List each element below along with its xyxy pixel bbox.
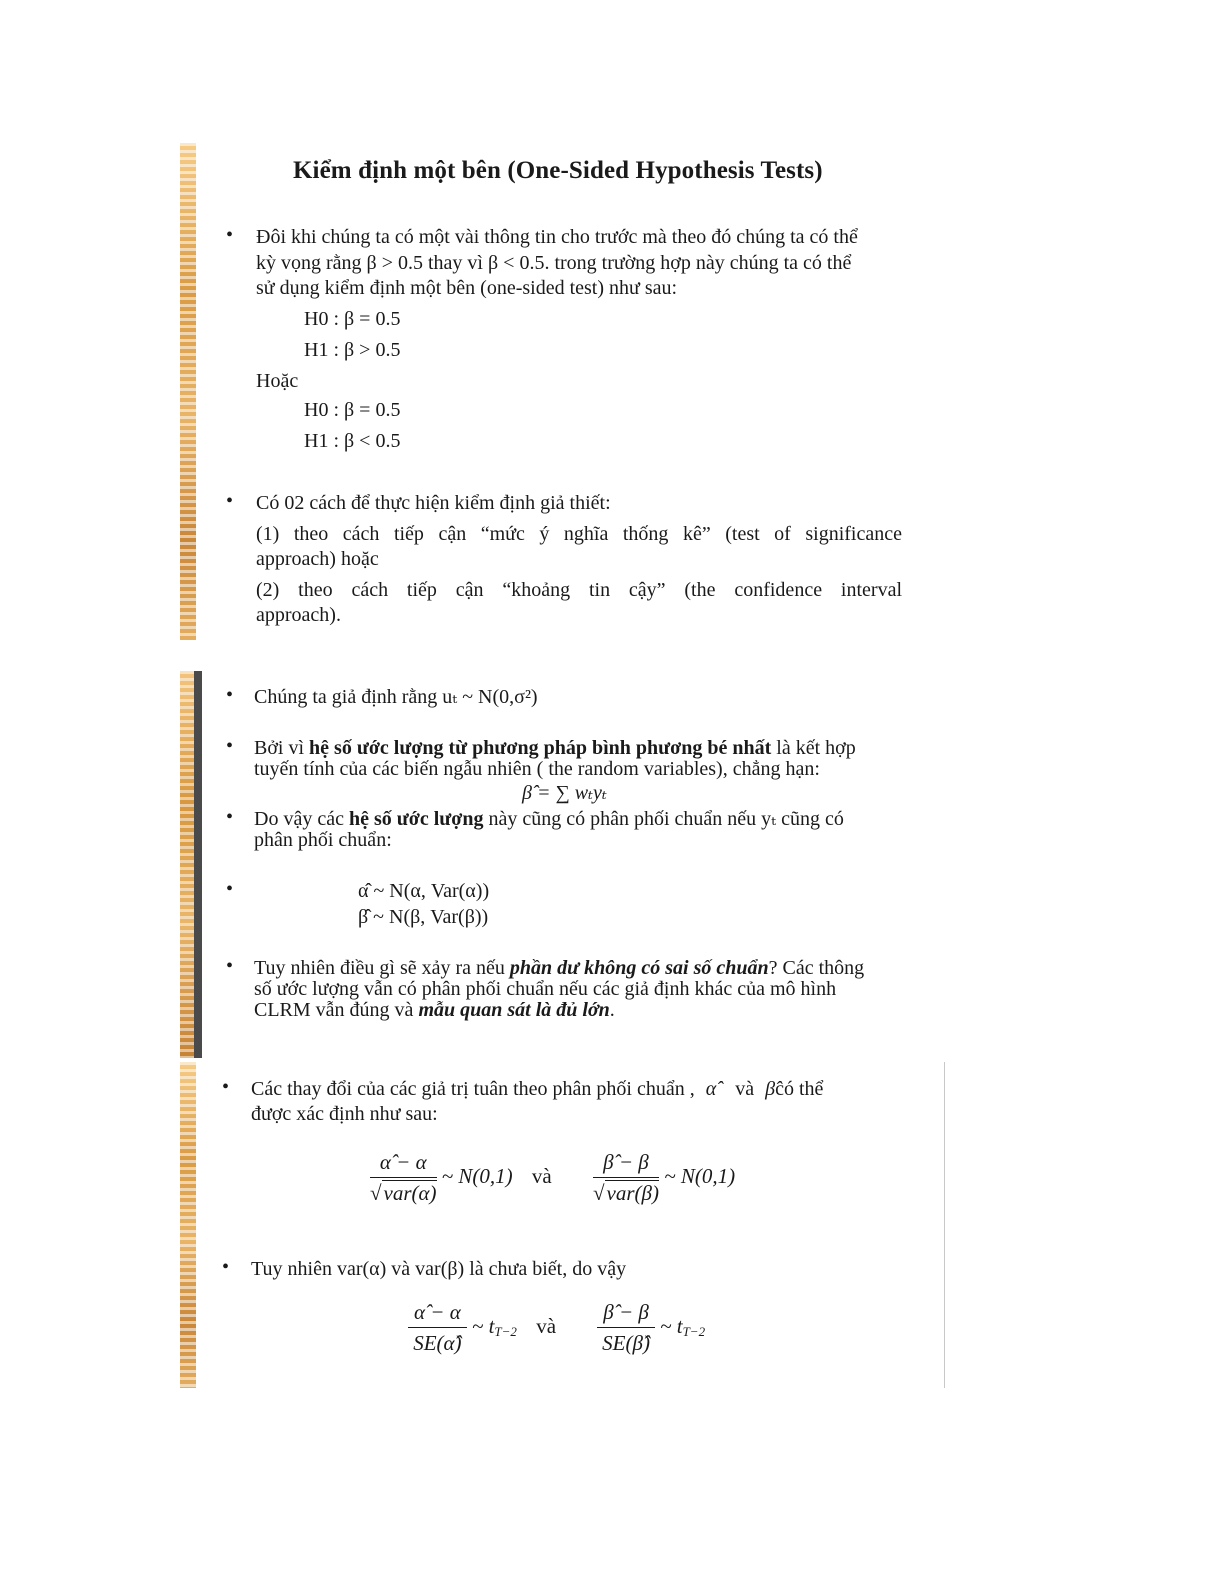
paragraph-line: Có 02 cách để thực hiện kiểm định giả thiết: [256, 492, 611, 514]
fraction-denominator: SE(α̂) [413, 1331, 462, 1355]
distribution-text: ~ N(0,1) [441, 1163, 513, 1188]
paragraph-line: (2) theo cách tiếp cận “khoảng tin cậy” (the confidence interval [256, 579, 902, 601]
distribution-text [660, 1314, 705, 1338]
bullet: • [222, 1076, 230, 1098]
paragraph-line: phân phối chuẩn: [254, 829, 392, 851]
text: ? Các thông [768, 957, 865, 979]
text: CLRM vẫn đúng và [254, 999, 419, 1021]
and-text: và [536, 1313, 557, 1338]
sqrt-content: var(β) [606, 1181, 659, 1205]
paragraph-line: Chúng ta giả định rằng uₜ ~ N(0,σ²) [254, 686, 538, 708]
hypothesis-h0: H0 : β = 0.5 [304, 399, 401, 421]
hypothesis-h0: H0 : β = 0.5 [304, 308, 401, 330]
slide-side-bar-2 [180, 671, 202, 1058]
text: Các thay đổi của các giả trị tuân theo phân phối chuẩn , [251, 1078, 695, 1100]
text: . [609, 999, 615, 1021]
hypothesis-h1: H1 : β < 0.5 [304, 430, 401, 452]
fraction-beta [593, 1150, 659, 1206]
equation-row-2 [408, 1300, 705, 1356]
slide-side-bar-1 [180, 143, 196, 640]
formula: β̂ = ∑ wₜyₜ [522, 782, 607, 804]
t-subscript: T−2 [494, 1323, 517, 1339]
fraction-numerator: β̂ − β [593, 1150, 659, 1178]
paragraph-line: được xác định như sau: [251, 1103, 438, 1125]
distribution-beta: β̂ ~ N(β, Var(β)) [358, 906, 489, 928]
bullet: • [226, 806, 234, 828]
t-subscript: T−2 [682, 1323, 706, 1339]
fraction-denominator: √var(α) [370, 1181, 437, 1205]
text: và [735, 1078, 755, 1100]
t-dist: ~ t [660, 1313, 683, 1338]
page-title: Kiểm định một bên (One-Sided Hypothesis Tests) [293, 157, 823, 184]
bold-text: hệ số ước lượng [348, 808, 484, 830]
paragraph-line: kỳ vọng rằng β > 0.5 thay vì β < 0.5. trong trường hợp này chúng ta có thể [256, 252, 852, 274]
distribution-text: ~ N(0,1) [664, 1163, 736, 1188]
paragraph-line: số ước lượng vẫn có phân phối chuẩn nếu các giả định khác của mô hình [254, 978, 837, 1000]
distribution-text [472, 1314, 517, 1338]
bullet: • [226, 224, 234, 246]
text: Bởi vì [254, 737, 310, 759]
bold-italic-text: phần dư không có sai số chuẩn [509, 957, 769, 979]
fraction-numerator: α̂ − α [370, 1150, 437, 1178]
alpha-hat: α̂ [705, 1078, 717, 1100]
paragraph-line [254, 997, 615, 1023]
bullet: • [226, 735, 234, 757]
text: Tuy nhiên điều gì sẽ xảy ra nếu [254, 957, 510, 979]
text: này cũng có phân phối chuẩn nếu yₜ cũng có [483, 808, 844, 830]
fraction-denominator: √var(β) [592, 1181, 659, 1205]
bullet: • [226, 955, 234, 977]
paragraph-line: tuyến tính của các biến ngẫu nhiên ( the random variables), chẳng hạn: [254, 758, 820, 780]
bold-italic-text: mẫu quan sát là đủ lớn [418, 999, 610, 1021]
sqrt-content: var(α) [383, 1181, 437, 1205]
fraction-numerator: β̂ − β [597, 1300, 655, 1328]
bullet: • [226, 490, 234, 512]
paragraph-line: approach) hoặc [256, 548, 379, 570]
equation-row-1 [370, 1150, 735, 1206]
bullet: • [226, 684, 234, 706]
fraction-denominator: SE(β̂) [602, 1331, 650, 1355]
paragraph-line: Tuy nhiên var(α) và var(β) là chưa biết, do vậy [251, 1258, 627, 1280]
fraction-alpha-se [408, 1300, 467, 1356]
paragraph-line: (1) theo cách tiếp cận “mức ý nghĩa thống kê” (test of significance [256, 523, 902, 545]
paragraph-line [251, 1076, 823, 1102]
slide-border-line [944, 1062, 945, 1388]
text: là kết hợp [771, 737, 856, 759]
paragraph-line: Đôi khi chúng ta có một vài thông tin cho trước mà theo đó chúng ta có thể [256, 226, 858, 248]
paragraph-line: approach). [256, 604, 341, 626]
hypothesis-h1: H1 : β > 0.5 [304, 339, 401, 361]
and-text: và [531, 1163, 552, 1188]
text: Do vậy các [254, 808, 349, 830]
fraction-beta-se [597, 1300, 655, 1356]
text: có thể [775, 1078, 824, 1100]
paragraph-line: sử dụng kiểm định một bên (one-sided test) như sau: [256, 277, 678, 299]
distribution-alpha: α̂ ~ N(α, Var(α)) [358, 880, 490, 902]
bullet: • [222, 1256, 230, 1278]
t-dist: ~ t [471, 1313, 495, 1338]
beta-hat: β̂ [765, 1078, 776, 1100]
bold-text: hệ số ước lượng từ phương pháp bình phương bé nhất [309, 737, 772, 759]
slide-side-bar-3 [180, 1062, 196, 1388]
fraction-numerator: α̂ − α [408, 1300, 467, 1328]
bullet: • [226, 878, 234, 900]
or-label: Hoặc [256, 370, 299, 392]
fraction-alpha [370, 1150, 437, 1206]
